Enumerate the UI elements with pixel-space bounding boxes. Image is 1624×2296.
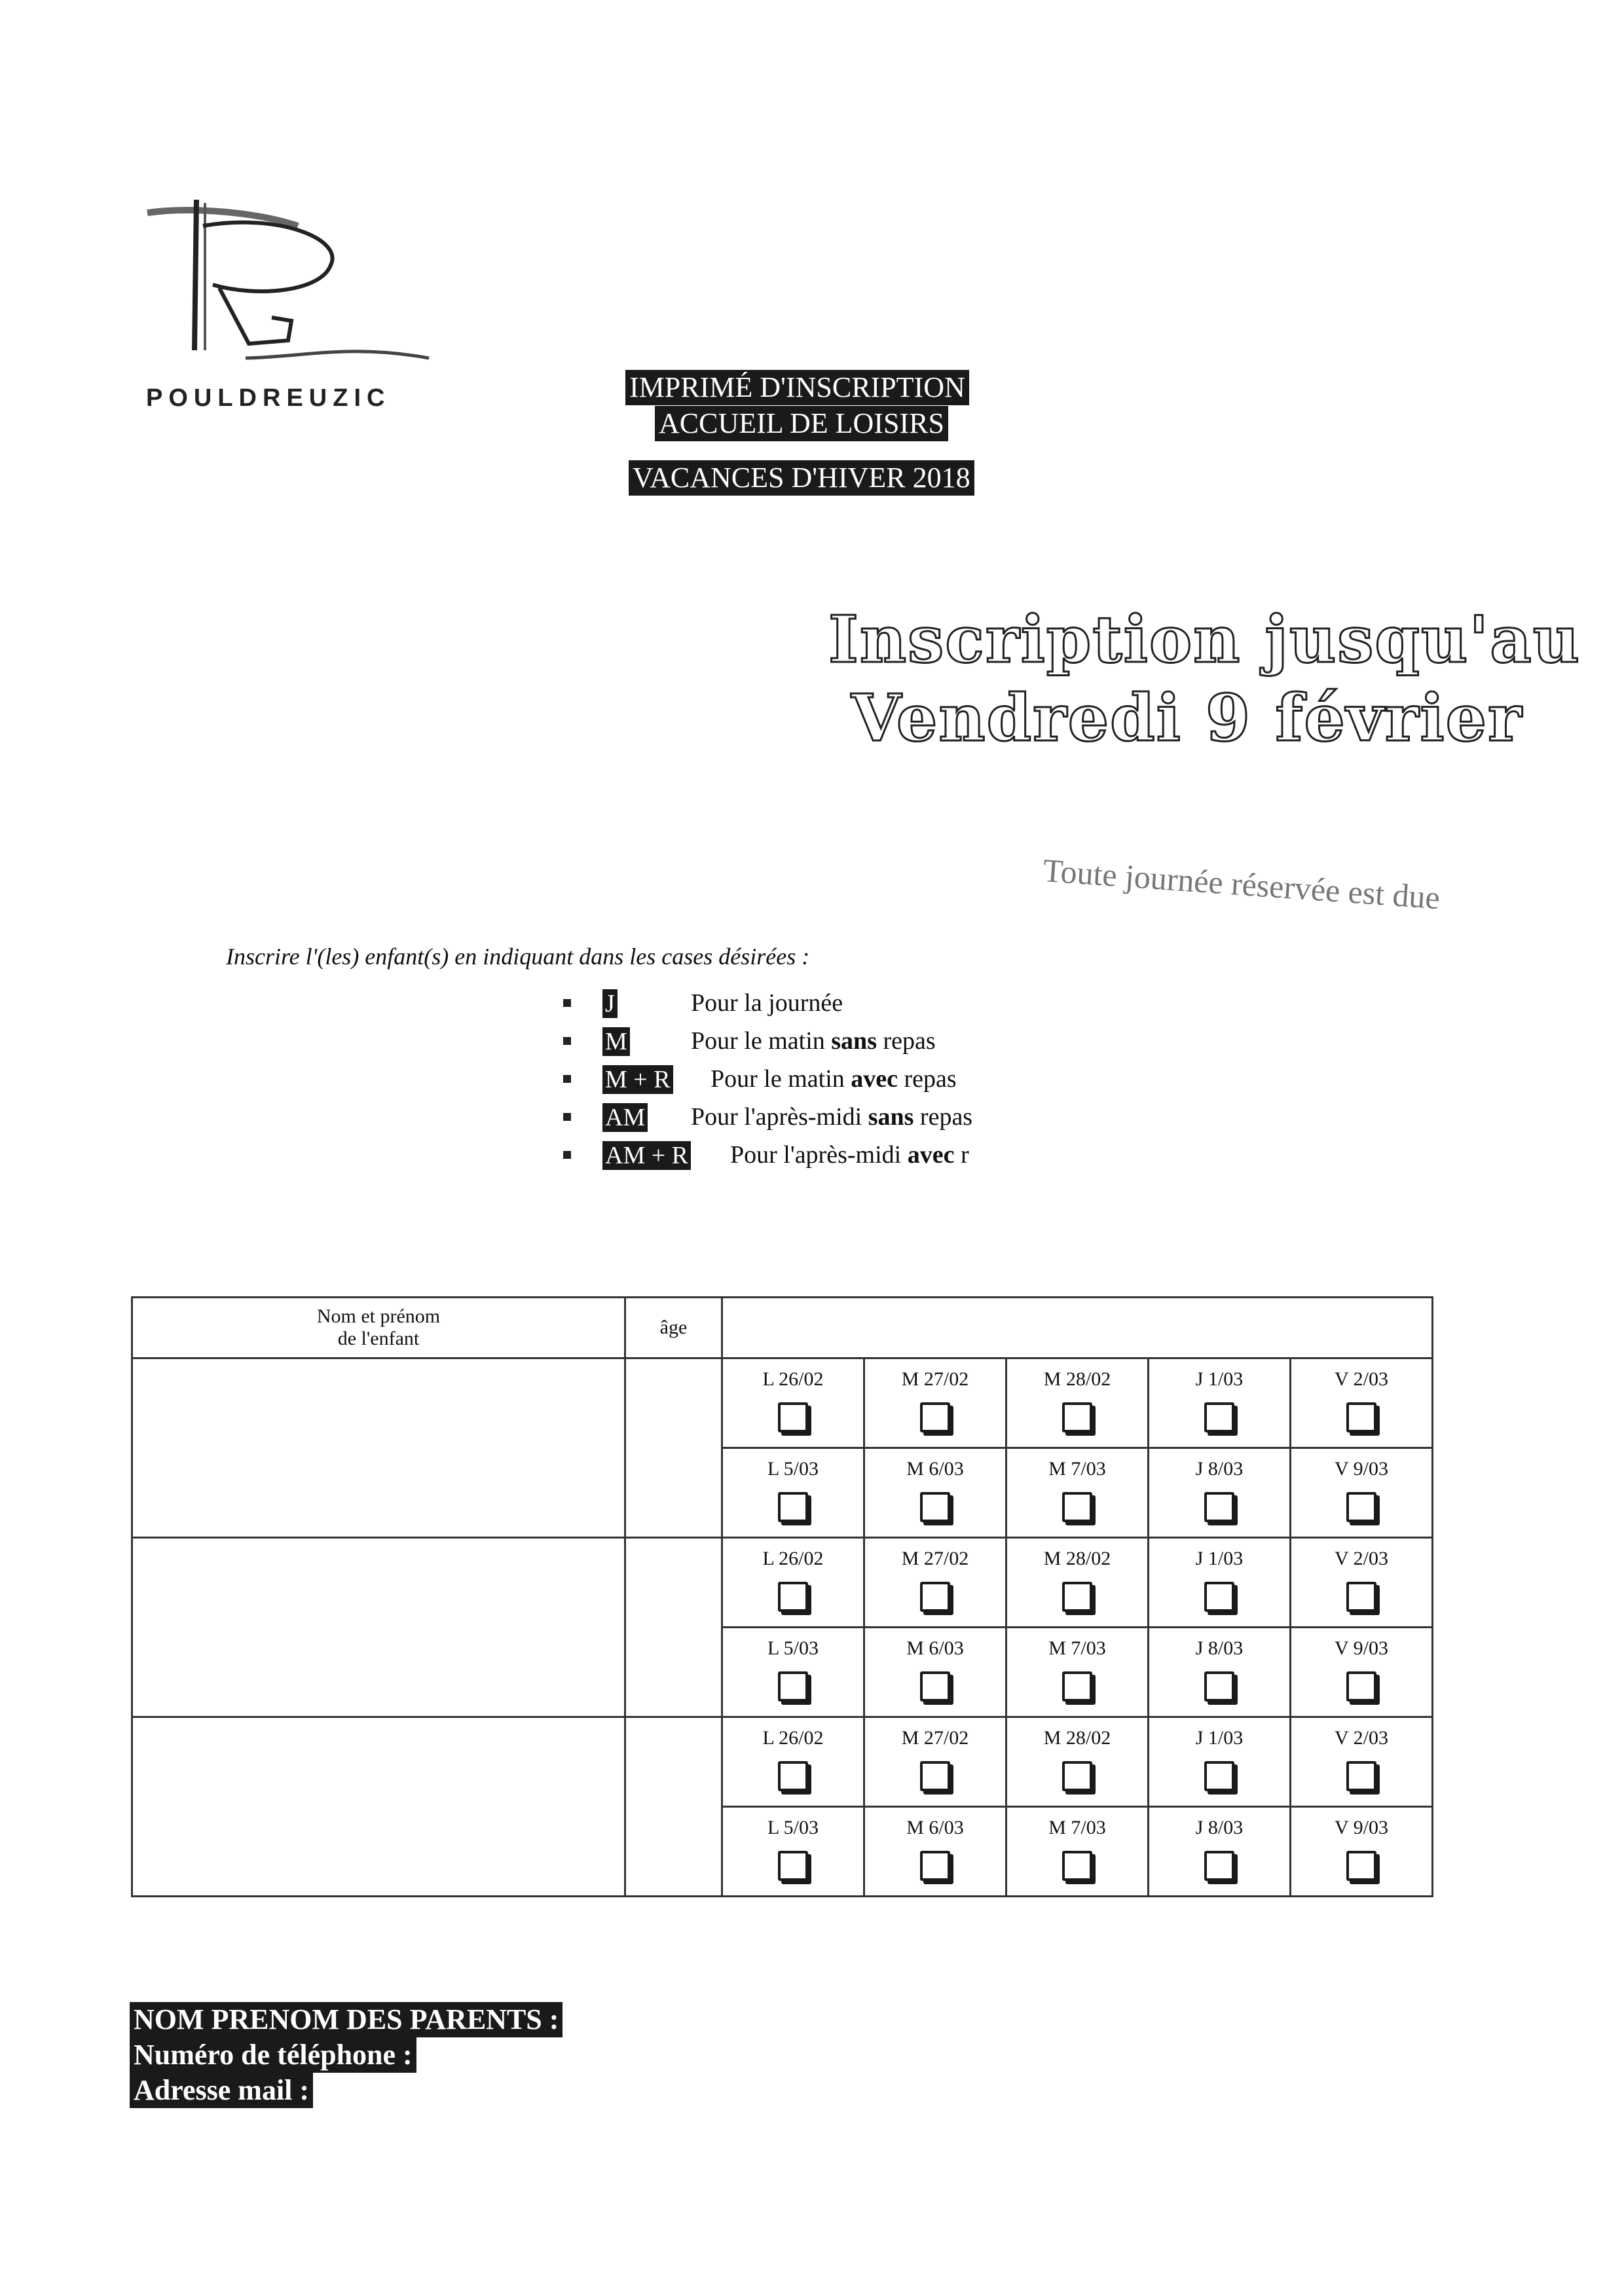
child-name-field[interactable]: [132, 1717, 625, 1897]
header-age: âge: [625, 1298, 722, 1358]
day-cell: [1149, 1448, 1291, 1538]
parents-name-label: NOM PRENOM DES PARENTS :: [130, 2002, 563, 2037]
day-checkbox[interactable]: [1346, 1582, 1376, 1612]
instruction-text: Inscrire l'(les) enfant(s) en indiquant dans les cases désirées :: [226, 943, 810, 970]
day-checkbox[interactable]: [1204, 1761, 1234, 1791]
day-label: M 28/02: [1043, 1548, 1111, 1569]
day-label: M 27/02: [901, 1548, 969, 1569]
day-checkbox[interactable]: [1062, 1582, 1092, 1612]
form-title-line1: IMPRIMÉ D'INSCRIPTION: [625, 370, 969, 405]
bullet-icon: [563, 1075, 571, 1083]
day-label: J 1/03: [1195, 1548, 1244, 1569]
bullet-icon: [563, 1037, 571, 1045]
legend-code: AM: [602, 1103, 648, 1132]
day-label: M 28/02: [1043, 1727, 1111, 1749]
day-checkbox[interactable]: [920, 1851, 950, 1881]
logo-mark: [134, 187, 435, 383]
day-label: V 9/03: [1335, 1458, 1388, 1480]
day-label: L 26/02: [762, 1727, 824, 1749]
day-label: V 9/03: [1335, 1637, 1388, 1659]
day-cell: [722, 1717, 864, 1807]
deadline-line2: Vendredi 9 février: [851, 681, 1523, 756]
day-checkbox[interactable]: [1346, 1761, 1376, 1791]
child-age-field[interactable]: [625, 1358, 722, 1538]
day-cell: [722, 1807, 864, 1897]
child-age-field[interactable]: [625, 1717, 722, 1897]
day-cell: [722, 1448, 864, 1538]
day-checkbox[interactable]: [778, 1582, 808, 1612]
day-checkbox[interactable]: [1346, 1671, 1376, 1702]
day-checkbox[interactable]: [1062, 1492, 1092, 1522]
legend-item-am-r: [563, 1138, 1087, 1176]
day-cell: [864, 1358, 1006, 1448]
legend: [563, 986, 1087, 1176]
day-cell: [864, 1448, 1006, 1538]
day-label: L 5/03: [767, 1458, 819, 1480]
legend-desc: Pour l'après-midi avec r: [730, 1141, 969, 1169]
day-checkbox[interactable]: [920, 1671, 950, 1702]
day-label: J 8/03: [1195, 1637, 1244, 1659]
legend-code: J: [602, 989, 618, 1018]
day-cell: [722, 1538, 864, 1628]
day-checkbox[interactable]: [1346, 1851, 1376, 1881]
day-cell: [1291, 1807, 1433, 1897]
logo-text: POULDREUZIC: [146, 384, 391, 412]
day-label: L 5/03: [767, 1637, 819, 1659]
day-cell: [1149, 1807, 1291, 1897]
day-checkbox[interactable]: [1204, 1492, 1234, 1522]
registration-table: [131, 1296, 1433, 1897]
legend-desc: Pour le matin sans repas: [691, 1027, 936, 1055]
day-cell: [722, 1628, 864, 1717]
day-cell: [864, 1538, 1006, 1628]
legend-item-am: [563, 1100, 1087, 1138]
legend-desc: Pour le matin avec repas: [710, 1065, 957, 1093]
day-label: M 6/03: [906, 1458, 964, 1480]
day-cell: [864, 1717, 1006, 1807]
header-child-name: Nom et prénom de l'enfant: [132, 1298, 625, 1358]
day-label: J 8/03: [1195, 1458, 1244, 1480]
legend-item-j: [563, 986, 1087, 1024]
day-label: M 7/03: [1048, 1458, 1106, 1480]
day-checkbox[interactable]: [1062, 1761, 1092, 1791]
day-checkbox[interactable]: [1346, 1492, 1376, 1522]
day-label: V 9/03: [1335, 1817, 1388, 1838]
day-label: J 1/03: [1195, 1368, 1244, 1390]
form-title-line3: VACANCES D'HIVER 2018: [629, 460, 974, 496]
day-label: V 2/03: [1335, 1727, 1388, 1749]
day-checkbox[interactable]: [778, 1761, 808, 1791]
day-label: M 27/02: [901, 1368, 969, 1390]
day-label: V 2/03: [1335, 1548, 1388, 1569]
legend-desc: Pour la journée: [691, 989, 843, 1017]
day-cell: [722, 1358, 864, 1448]
day-label: M 6/03: [906, 1817, 964, 1838]
day-checkbox[interactable]: [778, 1492, 808, 1522]
child-row: [132, 1717, 1433, 1807]
day-checkbox[interactable]: [1062, 1851, 1092, 1881]
day-cell: [1149, 1358, 1291, 1448]
email-label: Adresse mail :: [130, 2073, 313, 2108]
day-checkbox[interactable]: [920, 1492, 950, 1522]
child-name-field[interactable]: [132, 1358, 625, 1538]
day-label: L 26/02: [762, 1368, 824, 1390]
day-cell: [1291, 1717, 1433, 1807]
day-cell: [1291, 1628, 1433, 1717]
day-cell: [1291, 1358, 1433, 1448]
day-checkbox[interactable]: [920, 1402, 950, 1432]
legend-code: AM + R: [602, 1141, 691, 1170]
day-cell: [864, 1807, 1006, 1897]
pouldreuzic-logo: [134, 187, 435, 422]
day-cell: [1291, 1538, 1433, 1628]
child-name-field[interactable]: [132, 1538, 625, 1717]
day-checkbox[interactable]: [1062, 1402, 1092, 1432]
day-cell: [1149, 1538, 1291, 1628]
day-checkbox[interactable]: [1204, 1851, 1234, 1881]
day-label: J 1/03: [1195, 1727, 1244, 1749]
day-cell: [1006, 1717, 1149, 1807]
legend-item-m-r: [563, 1062, 1087, 1100]
day-cell: [1006, 1538, 1149, 1628]
day-checkbox[interactable]: [778, 1402, 808, 1432]
day-checkbox[interactable]: [1204, 1402, 1234, 1432]
legend-code: M + R: [602, 1065, 673, 1094]
day-label: M 6/03: [906, 1637, 964, 1659]
legend-code: M: [602, 1027, 630, 1056]
day-label: M 27/02: [901, 1727, 969, 1749]
phone-label: Numéro de téléphone :: [130, 2037, 416, 2073]
day-cell: [1149, 1717, 1291, 1807]
day-cell: [864, 1628, 1006, 1717]
day-label: V 2/03: [1335, 1368, 1388, 1390]
bullet-icon: [563, 999, 571, 1007]
day-label: L 5/03: [767, 1817, 819, 1838]
child-row: [132, 1358, 1433, 1448]
day-label: M 7/03: [1048, 1817, 1106, 1838]
form-title-line2: ACCUEIL DE LOISIRS: [655, 406, 948, 441]
day-cell: [1006, 1448, 1149, 1538]
day-cell: [1006, 1807, 1149, 1897]
bullet-icon: [563, 1113, 571, 1121]
day-label: M 7/03: [1048, 1637, 1106, 1659]
day-checkbox[interactable]: [1062, 1671, 1092, 1702]
day-checkbox[interactable]: [778, 1671, 808, 1702]
bullet-icon: [563, 1151, 571, 1159]
legend-item-m: [563, 1024, 1087, 1062]
deadline-line1: Inscription jusqu'au: [828, 602, 1581, 678]
child-row: [132, 1538, 1433, 1628]
reservation-due-note: Toute journée réservée est due: [1042, 851, 1441, 917]
header-days: [722, 1298, 1433, 1358]
day-checkbox[interactable]: [1204, 1582, 1234, 1612]
day-cell: [1006, 1628, 1149, 1717]
child-age-field[interactable]: [625, 1538, 722, 1717]
day-label: M 28/02: [1043, 1368, 1111, 1390]
day-checkbox[interactable]: [1204, 1671, 1234, 1702]
day-checkbox[interactable]: [1346, 1402, 1376, 1432]
day-label: J 8/03: [1195, 1817, 1244, 1838]
day-label: L 26/02: [762, 1548, 824, 1569]
day-checkbox[interactable]: [920, 1761, 950, 1791]
day-cell: [1006, 1358, 1149, 1448]
legend-desc: Pour l'après-midi sans repas: [691, 1103, 973, 1131]
day-checkbox[interactable]: [920, 1582, 950, 1612]
day-checkbox[interactable]: [778, 1851, 808, 1881]
day-cell: [1291, 1448, 1433, 1538]
day-cell: [1149, 1628, 1291, 1717]
